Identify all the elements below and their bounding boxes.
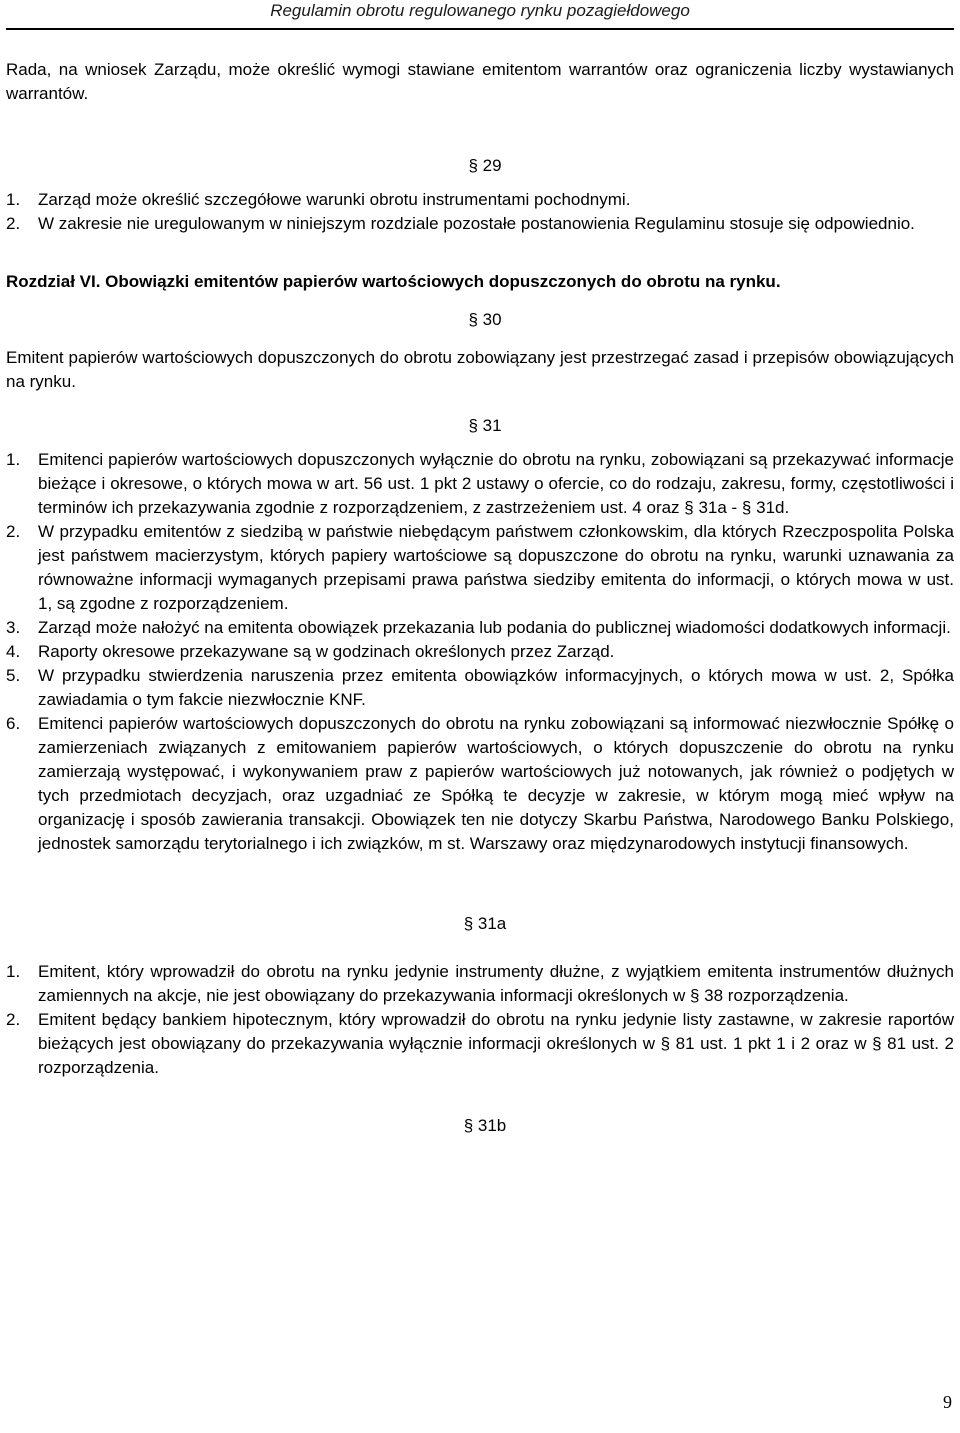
running-header: Regulamin obrotu regulowanego rynku pozagiełdowego xyxy=(270,1,690,20)
list-item xyxy=(6,960,954,1008)
header-rule xyxy=(6,28,954,30)
section-31b-title: § 31b xyxy=(463,1116,507,1135)
item-number: 4. xyxy=(6,642,21,661)
item-text: Raporty okresowe przekazywane są w godzinach określonych przez Zarząd. xyxy=(38,642,615,661)
section-29-title: § 29 xyxy=(468,156,502,175)
item-text: Emitenci papierów wartościowych dopuszczonych wyłącznie do obrotu na rynku, zobowiązani są przekazywać informacje bieżące i okresowe, o których mowa w art. 56 ust. 1 pkt 2 ustawy o ofercie, co do rodzaju, zakresu, formy, częstotliwości i terminów ich przekazywania zgodnie z rozporządzeniem, z zastrzeżeniem ust. 4 oraz § 31a - § 31d. xyxy=(38,450,954,517)
item-text: Zarząd może określić szczegółowe warunki obrotu instrumentami pochodnymi. xyxy=(38,190,631,209)
list-item xyxy=(6,520,954,616)
item-number: 6. xyxy=(6,714,21,733)
list-item xyxy=(6,616,954,640)
list-item xyxy=(6,664,954,712)
section-29-list xyxy=(6,188,954,236)
item-number: 1. xyxy=(6,450,21,469)
section-30-text: Emitent papierów wartościowych dopuszczonych do obrotu zobowiązany jest przestrzegać zasad i przepisów obowiązujących na rynku. xyxy=(6,348,954,391)
item-number: 2. xyxy=(6,214,21,233)
item-text: Emitent będący bankiem hipotecznym, który wprowadził do obrotu na rynku jedynie listy zastawne, w zakresie raportów bieżących jest obowiązany do przekazywania wyłącznie informacji określonych w § 81 ust. 1 pkt 1 i 2 oraz w § 81 ust. 2 rozporządzenia. xyxy=(38,1010,954,1077)
list-item xyxy=(6,640,954,664)
list-item xyxy=(6,188,954,212)
list-item xyxy=(6,448,954,520)
section-31-list xyxy=(6,448,954,856)
item-number: 1. xyxy=(6,962,21,981)
document-body xyxy=(6,58,954,1138)
list-item xyxy=(6,1008,954,1080)
item-number: 2. xyxy=(6,1010,21,1029)
item-text: W zakresie nie uregulowanym w niniejszym rozdziale pozostałe postanowienia Regulaminu stosuje się odpowiednio. xyxy=(38,214,915,233)
section-30-title: § 30 xyxy=(468,310,502,329)
item-number: 2. xyxy=(6,522,21,541)
section-31-title: § 31 xyxy=(468,416,502,435)
section-31a-title: § 31a xyxy=(463,914,507,933)
item-number: 5. xyxy=(6,666,21,685)
page-number: 9 xyxy=(943,1392,952,1412)
section-31a-list xyxy=(6,960,954,1080)
item-text: Emitent, który wprowadził do obrotu na rynku jedynie instrumenty dłużne, z wyjątkiem emitenta instrumentów dłużnych zamiennych na akcje, nie jest obowiązany do przekazywania informacji określonych w § 38 rozporządzenia. xyxy=(38,962,954,1005)
chapter-heading: Rozdział VI. Obowiązki emitentów papierów wartościowych dopuszczonych do obrotu na rynku. xyxy=(6,272,781,291)
list-item xyxy=(6,212,954,236)
item-number: 1. xyxy=(6,190,21,209)
item-number: 3. xyxy=(6,618,21,637)
item-text: W przypadku emitentów z siedzibą w państwie niebędącym państwem członkowskim, dla których Rzeczpospolita Polska jest państwem macierzystym, których papiery wartościowe są dopuszczone do obrotu na rynku, warunki uznawania za równoważne informacji wymaganych przepisami prawa państwa siedziby emitenta do informacji, o których mowa w ust. 1, są zgodne z rozporządzeniem. xyxy=(38,522,954,613)
intro-paragraph: Rada, na wniosek Zarządu, może określić wymogi stawiane emitentom warrantów oraz ograniczenia liczby wystawianych warrantów. xyxy=(6,60,954,103)
item-text: Emitenci papierów wartościowych dopuszczonych do obrotu na rynku zobowiązani są informować niezwłocznie Spółkę o zamierzeniach związanych z emitowaniem papierów wartościowych, o których dopuszczenie do obrotu na rynku zamierzają występować, i wykonywaniem praw z papierów wartościowych już notowanych, jak również o podjętych w tych przedmiotach decyzjach, oraz uzgadniać ze Spółką te decyzje w zakresie, w którym mogą mieć wpływ na organizację i sposób zawierania transakcji. Obowiązek ten nie dotyczy Skarbu Państwa, Narodowego Banku Polskiego, jednostek samorządu terytorialnego i ich związków, m st. Warszawy oraz międzynarodowych instytucji finansowych. xyxy=(38,714,954,853)
item-text: W przypadku stwierdzenia naruszenia przez emitenta obowiązków informacyjnych, o których mowa w ust. 2, Spółka zawiadamia o tym fakcie niezwłocznie KNF. xyxy=(38,666,954,709)
item-text: Zarząd może nałożyć na emitenta obowiązek przekazania lub podania do publicznej wiadomości dodatkowych informacji. xyxy=(38,618,951,637)
list-item xyxy=(6,712,954,856)
